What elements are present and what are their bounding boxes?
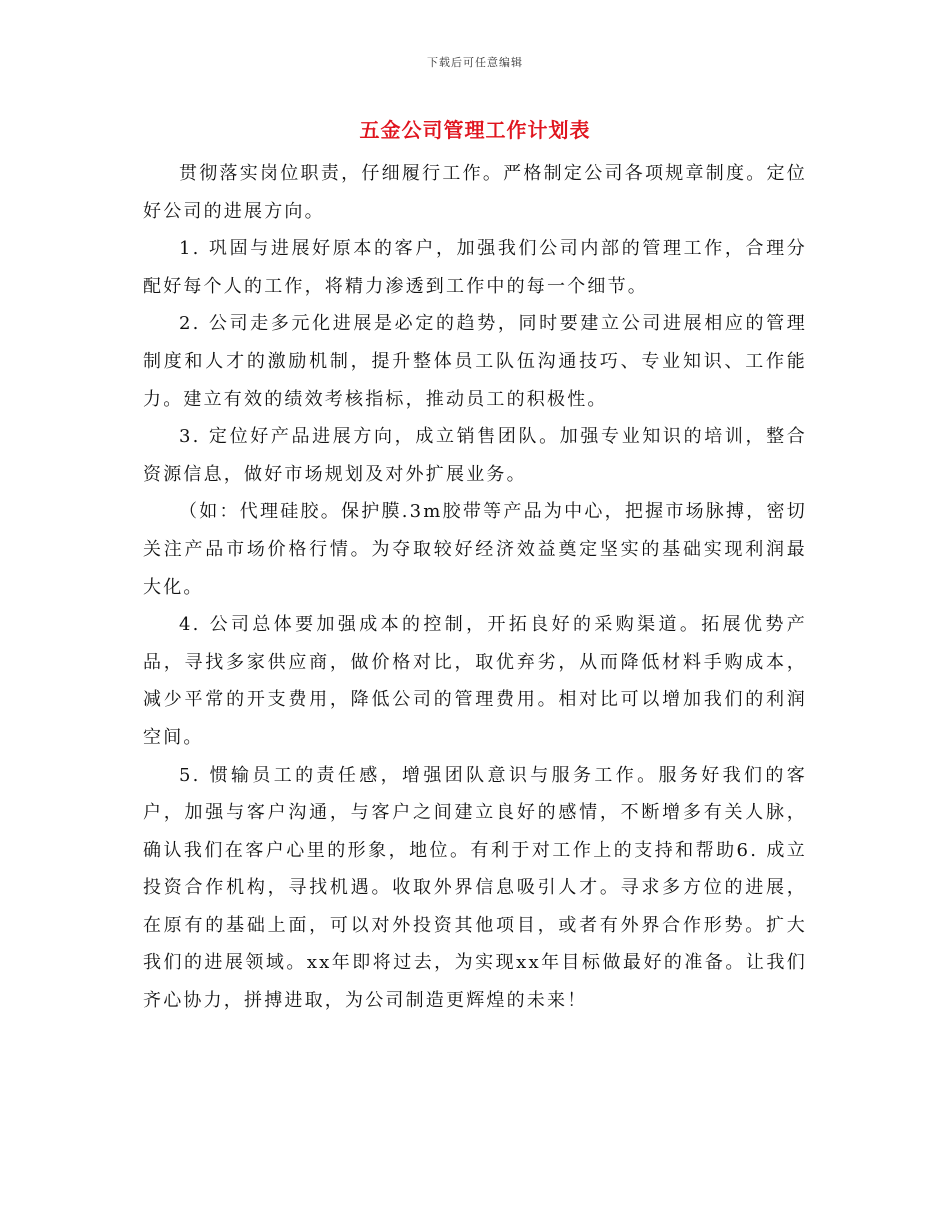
document-title: 五金公司管理工作计划表 bbox=[359, 118, 591, 142]
paragraph-item-3-example: （如：代理硅胶。保护膜.3m胶带等产品为中心，把握市场脉搏，密切关注产品市场价格行情。为夺取较好经济效益奠定坚实的基础实现利润最大化。 bbox=[143, 501, 807, 598]
paragraph-item-5-6: 5. 惯输员工的责任感，增强团队意识与服务工作。服务好我们的客户，加强与客户沟通，与客户之间建立良好的感情，不断增多有关人脉，确认我们在客户心里的形象，地位。有利于对工作上的支持和帮助6. 成立投资合作机构，寻找机遇。收取外界信息吸引人才。寻求多方位的进展，在原有的基础上面，可以对外投资其他项目，或者有外界合作形势。扩大我们的进展领域。xx年即将过去，为实现xx年目标做最好的准备。让我们齐心协力，拼搏进取，为公司制造更辉煌的未来！ bbox=[143, 764, 807, 1012]
header-note: 下载后可任意编辑 bbox=[427, 56, 523, 69]
document-body bbox=[143, 155, 807, 1020]
paragraph-item-4: 4. 公司总体要加强成本的控制，开拓良好的采购渠道。拓展优势产品，寻找多家供应商，做价格对比，取优弃劣，从而降低材料手购成本，减少平常的开支费用，降低公司的管理费用。相对比可以增加我们的利润空间。 bbox=[143, 614, 807, 748]
paragraph-item-1: 1. 巩固与进展好原本的客户，加强我们公司内部的管理工作，合理分配好每个人的工作，将精力渗透到工作中的每一个细节。 bbox=[143, 238, 807, 297]
paragraph-intro: 贯彻落实岗位职责，仔细履行工作。严格制定公司各项规章制度。定位好公司的进展方向。 bbox=[143, 163, 807, 222]
paragraph-item-2: 2. 公司走多元化进展是必定的趋势，同时要建立公司进展相应的管理制度和人才的激励机制，提升整体员工队伍沟通技巧、专业知识、工作能力。建立有效的绩效考核指标，推动员工的积极性。 bbox=[143, 313, 807, 410]
paragraph-item-3: 3. 定位好产品进展方向，成立销售团队。加强专业知识的培训，整合资源信息，做好市场规划及对外扩展业务。 bbox=[143, 426, 807, 485]
